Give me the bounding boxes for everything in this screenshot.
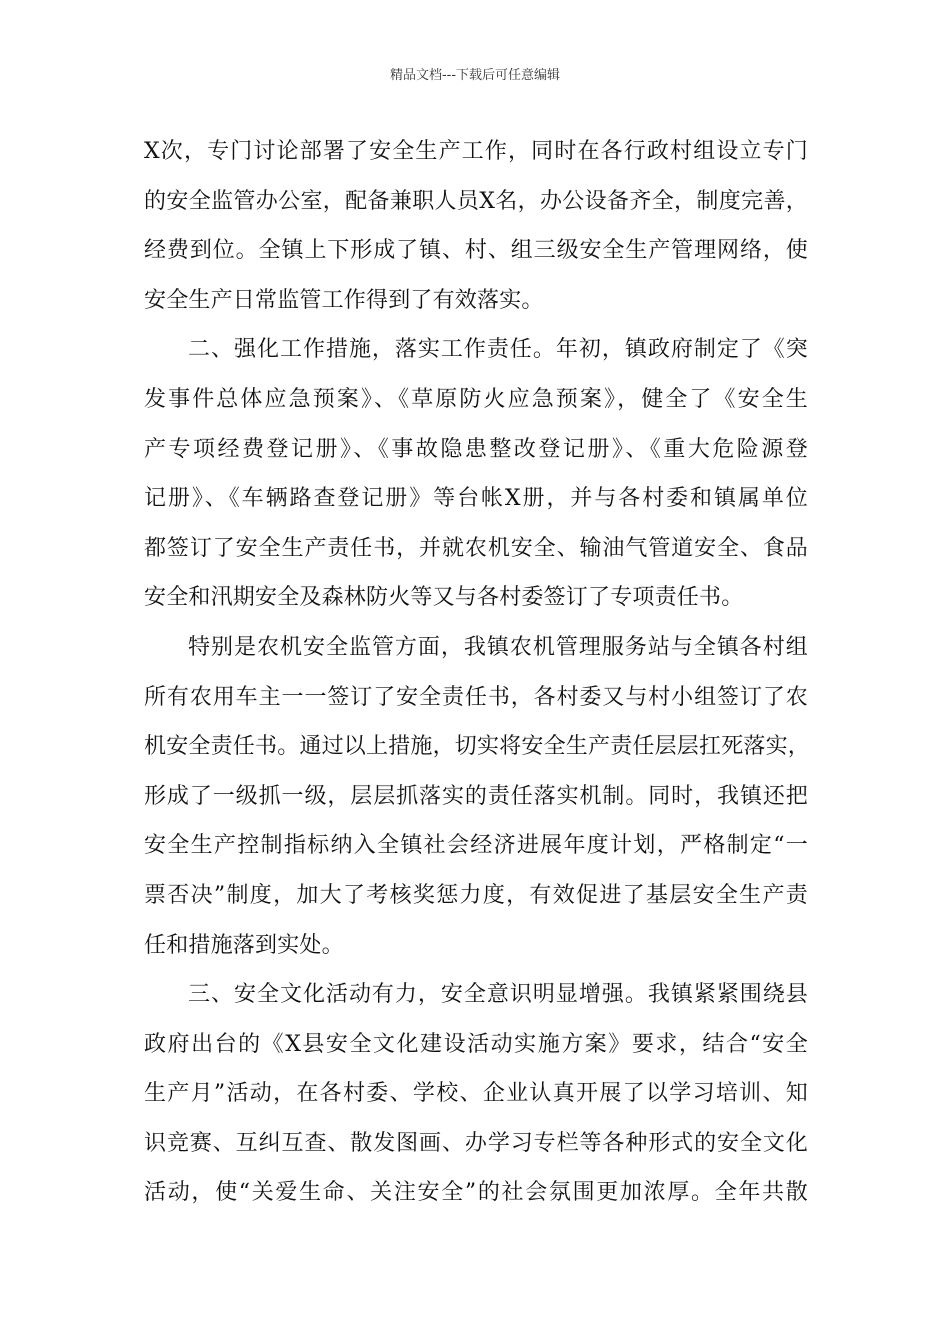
text-line: 安全生产控制指标纳入全镇社会经济进展年度计划，严格制定“一 bbox=[144, 833, 808, 859]
text-line: 识竞赛、互纠互查、散发图画、办学习专栏等各种形式的安全文化 bbox=[144, 1130, 808, 1156]
text-line: 安全生产日常监管工作得到了有效落实。 bbox=[144, 287, 544, 313]
text-line: 记册》、《车辆路查登记册》等台帐X册，并与各村委和镇属单位 bbox=[144, 486, 808, 512]
text-line: 发事件总体应急预案》、《草原防火应急预案》，健全了《安全生 bbox=[144, 386, 808, 412]
text-line: 机安全责任书。通过以上措施，切实将安全生产责任层层扛死落实， bbox=[144, 734, 811, 760]
text-line: 三、安全文化活动有力，安全意识明显增强。我镇紧紧围绕县 bbox=[188, 982, 808, 1008]
document-body bbox=[144, 127, 811, 1218]
text-line: 二、强化工作措施，落实工作责任。年初，镇政府制定了《突 bbox=[188, 337, 808, 363]
page-header: 精品文档---下载后可任意编辑 bbox=[389, 68, 561, 83]
text-line: 票否决”制度，加大了考核奖惩力度，有效促进了基层安全生产责 bbox=[144, 882, 808, 908]
text-line: 所有农用车主一一签订了安全责任书，各村委又与村小组签订了农 bbox=[144, 684, 808, 710]
text-line: 都签订了安全生产责任书，并就农机安全、输油气管道安全、食品 bbox=[144, 535, 808, 561]
text-line: 政府出台的《X县安全文化建设活动实施方案》要求，结合“安全 bbox=[144, 1031, 808, 1057]
text-line: 特别是农机安全监管方面，我镇农机管理服务站与全镇各村组 bbox=[188, 634, 808, 660]
text-line: 经费到位。全镇上下形成了镇、村、组三级安全生产管理网络，使 bbox=[144, 238, 808, 264]
text-line: 的安全监管办公室，配备兼职人员X名，办公设备齐全，制度完善， bbox=[144, 188, 808, 214]
text-line: 生产月”活动，在各村委、学校、企业认真开展了以学习培训、知 bbox=[144, 1081, 808, 1107]
text-line: X次，专门讨论部署了安全生产工作，同时在各行政村组设立专门 bbox=[144, 139, 808, 164]
text-line: 安全和汛期安全及森林防火等又与各村委签订了专项责任书。 bbox=[144, 585, 744, 611]
text-line: 活动，使“关爱生命、关注安全”的社会氛围更加浓厚。全年共散 bbox=[144, 1180, 808, 1206]
text-line: 形成了一级抓一级，层层抓落实的责任落实机制。同时，我镇还把 bbox=[144, 783, 808, 809]
text-line: 任和措施落到实处。 bbox=[144, 932, 344, 958]
text-line: 产专项经费登记册》、《事故隐患整改登记册》、《重大危险源登 bbox=[144, 436, 808, 462]
